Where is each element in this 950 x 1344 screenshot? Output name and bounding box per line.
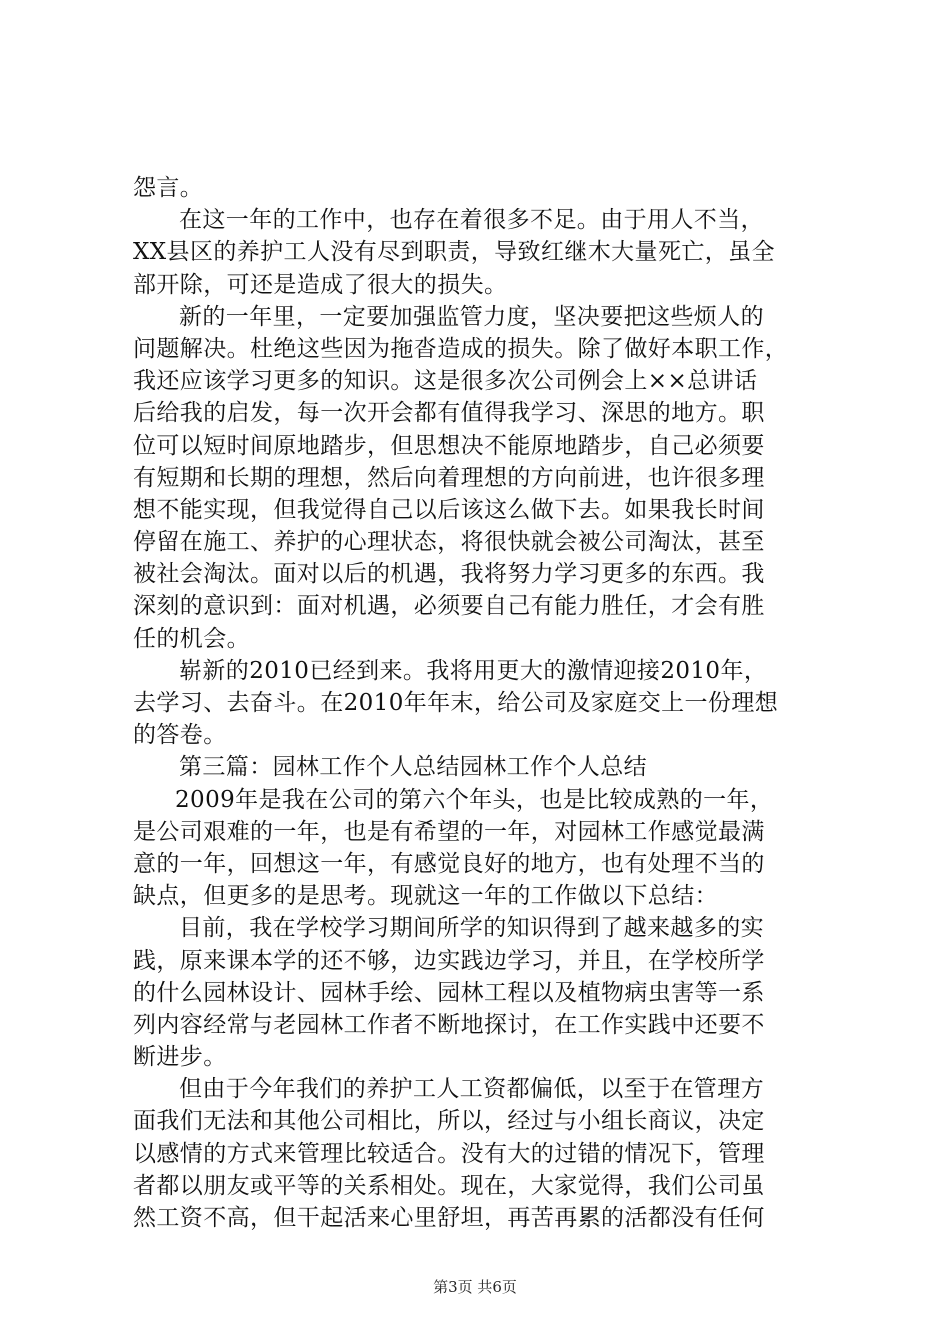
text-line: 目前，我在学校学习期间所学的知识得到了越来越多的实 [179,915,764,942]
text-line: 任的机会。 [133,625,250,652]
text-line: 2009年是我在公司的第六个年头，也是比较成熟的一年， [175,786,774,813]
text-line: 有短期和长期的理想，然后向着理想的方向前进，也许很多理 [133,464,765,491]
text-line: 的答卷。 [133,722,227,749]
text-line: 列内容经常与老园林工作者不断地探讨，在工作实践中还要不 [133,1011,765,1038]
text-line: 践，原来课本学的还不够，边实践边学习，并且，在学校所学 [133,947,765,974]
text-line: 然工资不高，但干起活来心里舒坦，再苦再累的活都没有任何 [133,1205,765,1231]
text-line: 是公司艰难的一年，也是有希望的一年，对园林工作感觉最满 [133,818,765,845]
text-line: 想不能实现，但我觉得自己以后该这么做下去。如果我长时间 [133,496,765,523]
text-line: 去学习、去奋斗。在2010年年末，给公司及家庭交上一份理想 [133,690,779,716]
text-line: 在这一年的工作中，也存在着很多不足。由于用人不当， [179,207,764,234]
text-line: 新的一年里，一定要加强监管力度，坚决要把这些烦人的 [179,303,764,330]
text-line: 者都以朋友或平等的关系相处。现在，大家觉得，我们公司虽 [133,1172,765,1199]
text-line: 但由于今年我们的养护工人工资都偏低，以至于在管理方 [179,1076,764,1103]
document-body [133,172,833,1234]
text-line: 崭新的2010已经到来。我将用更大的激情迎接2010年， [179,657,768,684]
text-line: XX县区的养护工人没有尽到职责，导致红继木大量死亡，虽全 [133,239,775,266]
text-line: 被社会淘汰。面对以后的机遇，我将努力学习更多的东西。我 [133,561,765,588]
text-line: 我还应该学习更多的知识。这是很多次公司例会上××总讲话 [133,368,758,395]
text-line: 意的一年，回想这一年，有感觉良好的地方，也有处理不当的 [133,850,765,877]
text-line: 位可以短时间原地踏步，但思想决不能原地踏步，自己必须要 [133,432,765,459]
text-line: 问题解决。杜绝这些因为拖沓造成的损失。除了做好本职工作， [133,335,789,362]
text-line: 部开除，可还是造成了很大的损失。 [133,271,508,298]
text-line: 以感情的方式来管理比较适合。没有大的过错的情况下，管理 [133,1140,765,1167]
text-line: 停留在施工、养护的心理状态，将很快就会被公司淘汰，甚至 [133,529,765,556]
text-line: 断进步。 [133,1044,227,1071]
text-line: 第三篇：园林工作个人总结园林工作个人总结 [179,754,647,781]
text-line: 后给我的启发，每一次开会都有值得我学习、深思的地方。职 [133,400,765,427]
page-footer: 第3页 共6页 [433,1278,517,1296]
text-line: 深刻的意识到：面对机遇，必须要自己有能力胜任，才会有胜 [133,593,765,620]
text-line: 的什么园林设计、园林手绘、园林工程以及植物病虫害等一系 [133,979,765,1006]
text-line: 怨言。 [133,175,204,201]
text-line: 面我们无法和其他公司相比，所以，经过与小组长商议，决定 [133,1108,765,1135]
text-line: 缺点，但更多的是思考。现就这一年的工作做以下总结： [133,883,718,910]
